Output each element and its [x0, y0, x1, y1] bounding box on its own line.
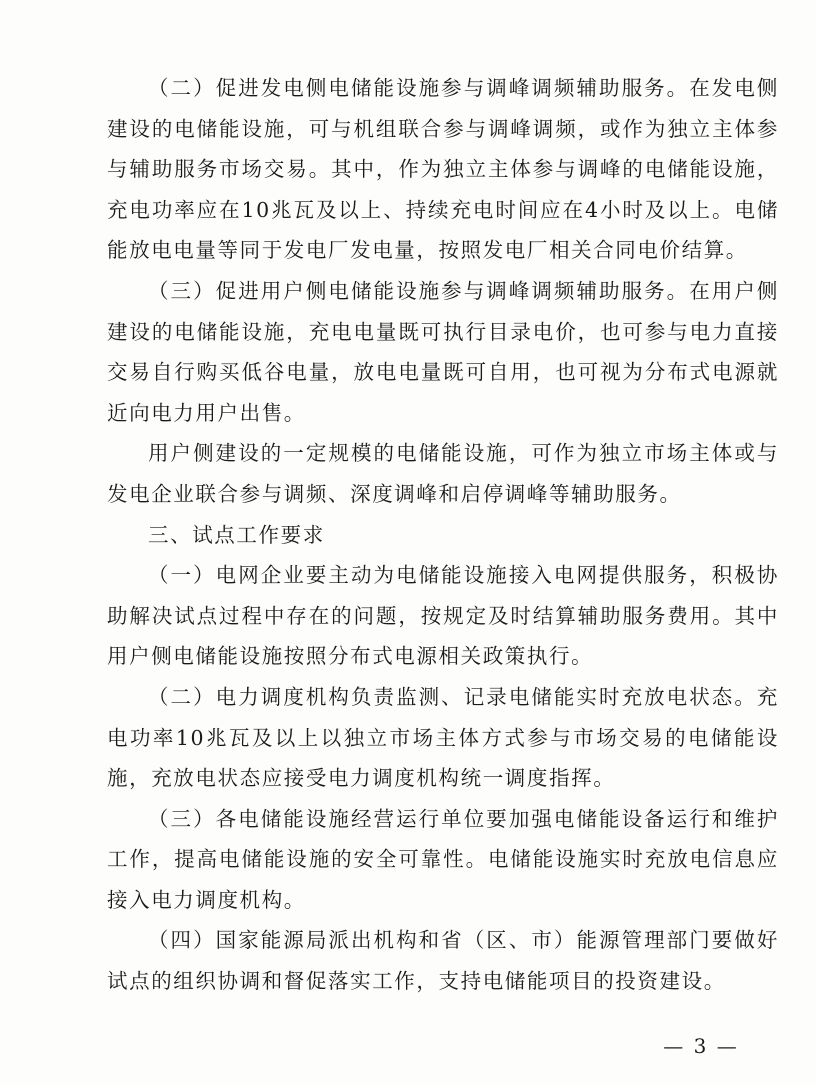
paragraph-operators: （三）各电储能设施经营运行单位要加强电储能设备运行和维护工作，提高电储能设施的安全可靠性。电储能设施实时充放电信息应接入电力调度机构。	[107, 806, 779, 912]
paragraph-user-side-scale: 用户侧建设的一定规模的电储能设施，可作为独立市场主体或与发电企业联合参与调频、深度调峰和启停调峰等辅助服务。	[107, 441, 779, 506]
section-heading-pilot-requirements: 三、试点工作要求	[148, 522, 325, 547]
paragraph-energy-administration: （四）国家能源局派出机构和省（区、市）能源管理部门要做好试点的组织协调和督促落实工作，支持电储能项目的投资建设。	[107, 928, 779, 994]
paragraph-generation-side: （二）促进发电侧电储能设施参与调峰调频辅助服务。在发电侧建设的电储能设施，可与机组联合参与调峰调频，或作为独立主体参与辅助服务市场交易。其中，作为独立主体参与调峰的电储能设施，充电功率应在10兆瓦及以上、持续充电时间应在4小时及以上。电储能放电电量等同于发电厂发电量，按照发电厂相关合同电价结算。	[107, 76, 779, 263]
document-body	[107, 68, 779, 1002]
page-number: — 3 —	[663, 1034, 739, 1058]
paragraph-user-side: （三）促进用户侧电储能设施参与调峰调频辅助服务。在用户侧建设的电储能设施，充电电量既可执行目录电价，也可参与电力直接交易自行购买低谷电量，放电电量既可自用，也可视为分布式电源就近向电力用户出售。	[107, 278, 779, 425]
paragraph-dispatch-agency: （二）电力调度机构负责监测、记录电储能实时充放电状态。充电功率10兆瓦及以上以独立市场主体方式参与市场交易的电储能设施，充放电状态应接受电力调度机构统一调度指挥。	[107, 684, 779, 791]
paragraph-grid-enterprise: （一）电网企业要主动为电储能设施接入电网提供服务，积极协助解决试点过程中存在的问题，按规定及时结算辅助服务费用。其中用户侧电储能设施按照分布式电源相关政策执行。	[107, 563, 779, 669]
